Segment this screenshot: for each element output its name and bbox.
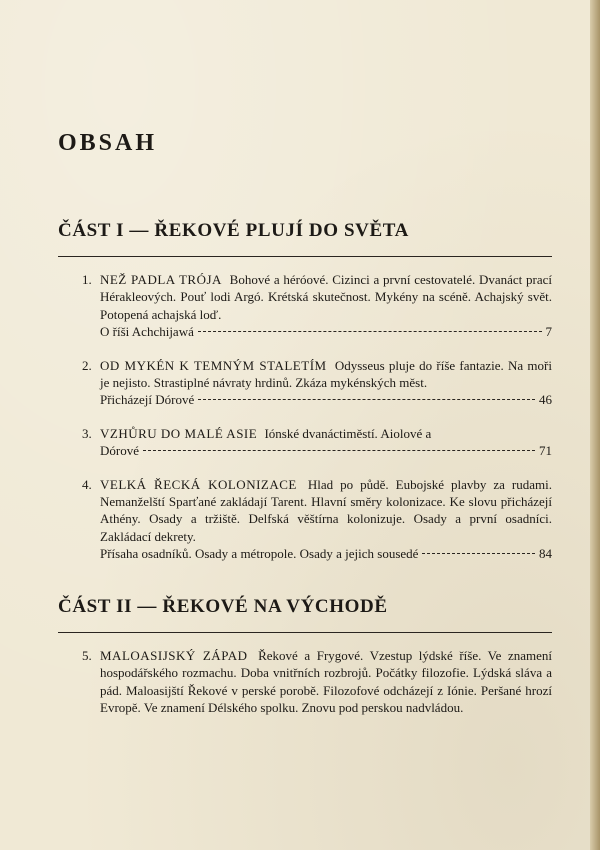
dash-leader xyxy=(422,553,535,554)
entry-page-number: 46 xyxy=(539,392,552,408)
entry-last-line: Přísaha osadníků. Osady a métropole. Osady a jejich sousedé xyxy=(100,546,419,562)
entry-title: NEŽ PADLA TRÓJA xyxy=(100,272,222,287)
entry-title: VELKÁ ŘECKÁ KOLONIZACE xyxy=(100,476,297,492)
dash-leader xyxy=(143,450,535,451)
part-1-entries xyxy=(58,271,552,563)
part-1-heading: ČÁST I — ŘEKOVÉ PLUJÍ DO SVĚTA xyxy=(58,220,552,257)
toc-entry-3[interactable] xyxy=(58,425,552,460)
part-1 xyxy=(58,220,552,563)
entry-leader-line xyxy=(100,545,552,562)
dash-leader xyxy=(198,331,542,332)
entry-leader-line xyxy=(100,442,552,459)
toc-entry-1[interactable] xyxy=(58,271,552,341)
entry-number: 2. xyxy=(82,357,92,373)
entry-description: Iónské dvanáctiměstí. Aiolové a xyxy=(264,425,432,441)
part-2-entries xyxy=(58,647,552,717)
dash-leader xyxy=(198,399,535,400)
entry-title: OD MYKÉN K TEMNÝM STALETÍM xyxy=(100,357,327,373)
entry-leader-line xyxy=(100,323,552,340)
page-edge xyxy=(590,0,600,850)
entry-title: MALOASIJSKÝ ZÁPAD xyxy=(100,648,248,663)
entry-description: Hlad po půdě. Eubojské plavby za rudami. Nemanželští Sparťané zakládají Tarent. Hlavní směry kolonizace. Ke slovu přicházejí Athény. Osady a tržiště. Delfská věštírna kolonizuje. Osady a první osadníci. Zakládací dekrety. xyxy=(100,476,552,544)
entry-description: Řekové a Frygové. Vzestup lýdské říše. Ve znamení hospodářského rozmachu. Doba vnitřních rozbrojů. Počátky filozofie. Lýdská sláva a pád. Maloasijští Řekové v perské porobě. Filozofové odcházejí z Iónie. Peršané hrozí Evropě. Ve znamení Délského spolku. Znovu pod perskou nadvládou. xyxy=(100,648,553,716)
entry-last-line: Dórové xyxy=(100,443,139,459)
entry-last-line: Přicházejí Dórové xyxy=(100,392,195,408)
part-2 xyxy=(58,596,552,717)
entry-number: 3. xyxy=(82,425,92,441)
entry-leader-line xyxy=(100,391,552,408)
entry-page-number: 71 xyxy=(539,443,552,459)
entry-page-number: 7 xyxy=(545,324,552,340)
entry-page-number: 84 xyxy=(539,546,552,562)
entry-description: Bohové a héróové. Cizinci a první cestovatelé. Dvanáct prací Hérakleových. Pouť lodi Argó. Krétská skutečnost. Mykény na scéně. Achajský svět. Potopená achajská loď. xyxy=(100,272,552,322)
entry-number: 4. xyxy=(82,476,92,492)
part-2-heading: ČÁST II — ŘEKOVÉ NA VÝCHODĚ xyxy=(58,596,552,633)
toc-entry-4[interactable] xyxy=(58,476,552,563)
entry-last-line: O říši Achchijawá xyxy=(100,324,194,340)
toc-entry-5[interactable] xyxy=(58,647,552,717)
entry-number: 5. xyxy=(82,648,92,663)
toc-entry-2[interactable] xyxy=(58,357,552,409)
entry-description: Odysseus pluje do říše fantazie. Na moři je nejisto. Strastiplné návraty hrdinů. Zkáza mykénských měst. xyxy=(100,357,552,391)
page-title: OBSAH xyxy=(58,130,158,156)
entry-title: VZHŮRU DO MALÉ ASIE xyxy=(100,425,258,441)
entry-number: 1. xyxy=(82,272,92,287)
